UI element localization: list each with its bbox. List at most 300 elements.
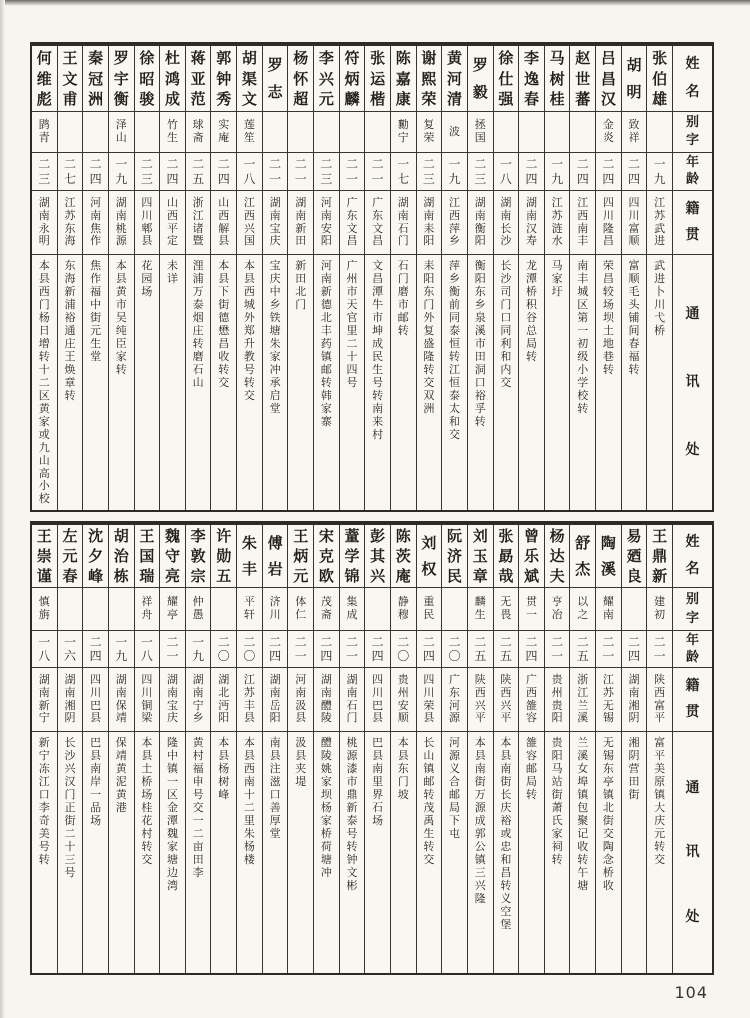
name-cell: 杨 达 夫 (545, 525, 570, 588)
age-cell: 二 一 (340, 631, 365, 668)
address-cell: 新 宁 冻 江 口 李 奇 美 号 转 (38, 736, 50, 866)
age-cell: 一 九 (109, 153, 134, 191)
directory-entry-column (569, 525, 595, 973)
name-cell: 曾 乐 斌 (519, 525, 544, 588)
name-cell: 王 文 甫 (58, 46, 83, 112)
directory-entry-column (646, 46, 672, 510)
age-cell: 二 一 (647, 631, 672, 668)
alias-cell (83, 112, 108, 153)
native-place-cell: 广 东 文 昌 (365, 191, 390, 255)
age-cell: 二 〇 (237, 631, 262, 668)
alias-cell: 波 (442, 112, 467, 153)
native-place-cell: 四 川 隆 昌 (596, 191, 621, 255)
address-cell: 广 州 市 天 官 里 二 十 四 号 (346, 259, 358, 389)
address-cell: 本 县 东 门 坡 (397, 736, 409, 801)
native-place-cell: 河 南 汲 县 (288, 668, 313, 732)
alias-cell (519, 112, 544, 153)
name-cell: 杜 鸿 成 (160, 46, 185, 112)
address-cell: 本 县 南 街 长 庆 裕 或 忠 和 昌 转 义 空 堡 (500, 736, 512, 931)
address-cell: 本 县 杨 树 峰 (218, 736, 230, 801)
alias-cell: 鹍 青 (32, 112, 57, 153)
native-place-cell: 河 南 焦 作 (83, 191, 108, 255)
directory-entry-column (134, 525, 160, 973)
name-cell: 胡 明 (622, 46, 647, 112)
alias-cell (442, 588, 467, 631)
age-cell: 一 九 (109, 631, 134, 668)
name-cell: 徐 仕 强 (494, 46, 519, 112)
alias-cell (135, 112, 160, 153)
address-cell: 河 南 新 德 北 丰 药 镇 邮 转 韩 家 寨 (320, 259, 332, 428)
native-place-cell: 湖 南 湘 阴 (58, 668, 83, 732)
directory-entry-column (287, 46, 313, 510)
directory-entry-column (210, 46, 236, 510)
age-cell: 二 五 (494, 631, 519, 668)
directory-entry-column (595, 46, 621, 510)
directory-entry-column (518, 525, 544, 973)
name-cell: 郭 钟 秀 (211, 46, 236, 112)
alias-cell: 重 民 (417, 588, 442, 631)
native-place-cell: 江 西 萍 乡 (442, 191, 467, 255)
address-cell: 花 园 场 (141, 259, 153, 298)
age-cell: 二 五 (186, 153, 211, 191)
alias-cell (58, 112, 83, 153)
alias-cell: 静 穆 (391, 588, 416, 631)
native-place-cell: 湖 南 湘 阴 (622, 668, 647, 732)
name-cell: 李 逸 春 (519, 46, 544, 112)
directory-entry-column (621, 46, 647, 510)
age-cell: 二 四 (622, 631, 647, 668)
age-cell: 一 六 (58, 631, 83, 668)
address-cell: 南 县 注 滋 口 善 厚 堂 (269, 736, 281, 840)
age-cell: 二 四 (596, 153, 621, 191)
header-address: 通 讯 处 (685, 779, 700, 925)
directory-entry-column (159, 46, 185, 510)
age-cell: 二 四 (211, 153, 236, 191)
alias-cell: 麟 生 (468, 588, 493, 631)
name-cell: 朱 丰 (237, 525, 262, 588)
alias-cell: 泽 山 (109, 112, 134, 153)
age-cell: 二 一 (160, 631, 185, 668)
directory-entry-column (82, 46, 108, 510)
native-place-cell: 湖 南 宝 庆 (263, 191, 288, 255)
alias-cell (109, 588, 134, 631)
directory-entry-column (236, 46, 262, 510)
native-place-cell: 湖 南 石 门 (391, 191, 416, 255)
name-cell: 傅 岩 (263, 525, 288, 588)
name-cell: 王 崇 谨 (32, 525, 57, 588)
address-cell: 长 山 镇 邮 转 茂 禹 生 转 交 (423, 736, 435, 866)
name-cell: 罗 宇 衡 (109, 46, 134, 112)
alias-cell: 耀 亭 (160, 588, 185, 631)
native-place-cell: 四 川 郫 县 (135, 191, 160, 255)
name-cell: 王 国 瑞 (135, 525, 160, 588)
name-cell: 王 鼎 新 (647, 525, 672, 588)
directory-entry-column (544, 525, 570, 973)
age-cell: 二 一 (365, 153, 390, 191)
native-place-cell: 陕 西 兴 平 (494, 668, 519, 732)
address-cell: 富 平 美 原 镇 大 庆 元 转 交 (654, 736, 666, 866)
alias-cell (545, 112, 570, 153)
alias-cell: 竹 生 (160, 112, 185, 153)
directory-entry-column (339, 525, 365, 973)
directory-entry-column (621, 525, 647, 973)
address-cell: 贵 阳 马 站 街 萧 氏 家 祠 转 (551, 736, 563, 866)
age-cell: 二 〇 (211, 631, 236, 668)
native-place-cell: 湖 南 岳 阳 (263, 668, 288, 732)
age-cell: 二 四 (519, 153, 544, 191)
directory-entry-column (82, 525, 108, 973)
address-cell: 新 田 北 门 (295, 259, 307, 311)
directory-entry-column (364, 46, 390, 510)
directory-entry-column (32, 525, 57, 973)
address-cell: 本 县 黄 市 吴 纯 臣 家 转 (115, 259, 127, 376)
name-cell: 徐 昭 骏 (135, 46, 160, 112)
name-cell: 宋 克 欧 (314, 525, 339, 588)
age-cell: 二 一 (545, 631, 570, 668)
directory-entry-column (467, 46, 493, 510)
directory-entry-column (236, 525, 262, 973)
directory-entry-column (287, 525, 313, 973)
address-cell: 巴 县 南 岸 一 品 场 (90, 736, 102, 827)
directory-entry-column (518, 46, 544, 510)
directory-entry-column (313, 525, 339, 973)
directory-entry-column (32, 46, 57, 510)
age-cell: 二 三 (314, 153, 339, 191)
native-place-cell: 湖 南 汉 寿 (519, 191, 544, 255)
age-cell: 二 四 (160, 153, 185, 191)
address-cell: 桃 源 漆 市 鼎 新 泰 号 转 钟 文 彬 (346, 736, 358, 892)
name-cell: 赵 世 蕃 (570, 46, 595, 112)
age-cell: 二 四 (314, 631, 339, 668)
alias-cell: 集 成 (340, 588, 365, 631)
native-place-cell: 山 西 解 县 (211, 191, 236, 255)
native-place-cell: 湖 北 沔 阳 (211, 668, 236, 732)
age-cell: 二 三 (32, 153, 57, 191)
age-cell: 二 五 (468, 631, 493, 668)
age-cell: 二 四 (570, 153, 595, 191)
header-column (672, 525, 712, 973)
name-cell: 陶 溪 (596, 525, 621, 588)
directory-entry-column (493, 525, 519, 973)
address-cell: 隆 中 镇 一 区 金 潭 魏 家 塘 边 湾 (167, 736, 178, 892)
name-cell: 许 勋 五 (211, 525, 236, 588)
name-cell: 符 炳 麟 (340, 46, 365, 112)
native-place-cell: 贵 州 贵 阳 (545, 668, 570, 732)
native-place-cell: 河 南 安 阳 (314, 191, 339, 255)
name-cell: 谢 熙 荣 (417, 46, 442, 112)
directory-entry-column (108, 525, 134, 973)
alias-cell (494, 112, 519, 153)
age-cell: 二 五 (570, 631, 595, 668)
scan-edge-top (0, 0, 750, 6)
name-cell: 刘 玉 章 (468, 525, 493, 588)
directory-entry-column (467, 525, 493, 973)
address-cell: 保 靖 黄 泥 黄 港 (115, 736, 127, 814)
directory-entry-column (185, 46, 211, 510)
alias-cell: 金 炎 (596, 112, 621, 153)
directory-entry-column (134, 46, 160, 510)
age-cell: 一 九 (545, 153, 570, 191)
age-cell: 一 八 (135, 631, 160, 668)
name-cell: 张 运 楷 (365, 46, 390, 112)
directory-entry-column (210, 525, 236, 973)
address-cell: 黄 村 福 申 号 交 一 二 亩 田 李 (192, 736, 204, 879)
alias-cell: 致 祥 (622, 112, 647, 153)
alias-cell: 建 初 (647, 588, 672, 631)
address-cell: 河 源 义 合 邮 局 下 屯 (449, 736, 461, 840)
name-cell: 彭 其 兴 (365, 525, 390, 588)
age-cell: 二 三 (417, 153, 442, 191)
address-cell: 衡 阳 东 乡 泉 溪 市 田 洞 口 裕 孚 转 (474, 259, 486, 428)
age-cell: 二 四 (417, 631, 442, 668)
name-cell: 罗 毅 (468, 46, 493, 112)
native-place-cell: 江 苏 东 海 (58, 191, 83, 255)
name-cell: 黄 河 清 (442, 46, 467, 112)
age-cell: 一 八 (237, 153, 262, 191)
name-cell: 易 廼 良 (622, 525, 647, 588)
directory-entry-column (441, 525, 467, 973)
name-cell: 马 树 桂 (545, 46, 570, 112)
address-cell: 本 县 下 街 德 懋 昌 收 转 交 (218, 259, 230, 389)
alias-cell (211, 588, 236, 631)
directory-entry-column (262, 525, 288, 973)
directory-entry-column (159, 525, 185, 973)
alias-cell: 无 畏 (494, 588, 519, 631)
age-cell: 一 八 (494, 153, 519, 191)
native-place-cell: 四 川 富 顺 (622, 191, 647, 255)
alias-cell: 以 之 (570, 588, 595, 631)
name-cell: 张 勗 哉 (494, 525, 519, 588)
native-place-cell: 湖 南 新 田 (288, 191, 313, 255)
native-place-cell: 江 苏 无 锡 (596, 668, 621, 732)
name-cell: 蒋 亚 范 (186, 46, 211, 112)
address-cell: 湘 阴 营 田 街 (628, 736, 640, 801)
address-cell: 龙 潭 桥 积 谷 总 局 转 (525, 259, 537, 363)
alias-cell: 球 斋 (186, 112, 211, 153)
age-cell: 二 四 (365, 631, 390, 668)
name-cell: 陈 茨 庵 (391, 525, 416, 588)
age-cell: 一 八 (32, 631, 57, 668)
directory-entry-column (416, 525, 442, 973)
address-cell: 浬 浦 万 泰 烟 庄 转 磨 石 山 (192, 259, 204, 389)
age-cell: 二 三 (135, 153, 160, 191)
directory-entry-column (595, 525, 621, 973)
address-cell: 萍 乡 衡 前 同 泰 恒 转 江 恒 泰 太 和 交 (449, 259, 461, 441)
address-cell: 兰 溪 女 埠 镇 包 聚 记 收 转 午 塘 (577, 736, 589, 892)
directory-entry-column (416, 46, 442, 510)
alias-cell: 勷 宁 (391, 112, 416, 153)
name-cell: 胡 渠 文 (237, 46, 262, 112)
alias-cell (58, 588, 83, 631)
native-place-cell: 四 川 荣 县 (417, 668, 442, 732)
address-cell: 长 沙 司 门 口 同 利 和 内 交 (500, 259, 512, 389)
native-place-cell: 陕 西 富 平 (647, 668, 672, 732)
directory-entry-column (313, 46, 339, 510)
alias-cell (288, 112, 313, 153)
directory-entry-column (185, 525, 211, 973)
address-cell: 无 锡 东 亭 镇 北 街 交 陶 念 桥 收 (602, 736, 614, 892)
native-place-cell: 江 苏 武 进 (647, 191, 672, 255)
native-place-cell: 湖 南 衡 阳 (468, 191, 493, 255)
directory-entry-column (364, 525, 390, 973)
scan-edge-left (0, 0, 5, 1018)
native-place-cell: 湖 南 耒 阳 (417, 191, 442, 255)
name-cell: 胡 治 栋 (109, 525, 134, 588)
native-place-cell: 湖 南 醴 陵 (314, 668, 339, 732)
age-cell: 二 一 (288, 153, 313, 191)
name-cell: 何 维 彪 (32, 46, 57, 112)
native-place-cell: 江 西 兴 国 (237, 191, 262, 255)
address-cell: 石 门 磨 市 邮 转 (397, 259, 409, 337)
age-cell: 一 九 (647, 153, 672, 191)
address-cell: 醴 陵 姚 家 坝 杨 家 桥 荷 塘 冲 (320, 736, 332, 879)
native-place-cell: 四 川 巴 县 (83, 668, 108, 732)
address-cell: 本 县 西 门 杨 日 增 转 十 二 区 黄 家 或 九 山 高 小 校 (38, 259, 50, 506)
native-place-cell: 湖 南 桃 源 (109, 191, 134, 255)
address-cell: 南 丰 城 区 第 一 初 级 小 学 校 转 (577, 259, 589, 415)
name-cell: 左 元 春 (58, 525, 83, 588)
age-cell: 一 七 (391, 153, 416, 191)
alias-cell: 茂 斋 (314, 588, 339, 631)
directory-entry-column (57, 525, 83, 973)
address-cell: 富 顺 毛 头 铺 间 春 福 转 (628, 259, 640, 376)
native-place-cell: 贵 州 安 顺 (391, 668, 416, 732)
alias-cell: 祥 舟 (135, 588, 160, 631)
header-native-place: 籍 贯 (673, 191, 712, 255)
alias-cell: 贯 一 (519, 588, 544, 631)
directory-table-bottom (30, 521, 714, 975)
alias-cell: 亨 冶 (545, 588, 570, 631)
native-place-cell: 江 苏 丰 县 (237, 668, 262, 732)
name-cell: 罗 志 (263, 46, 288, 112)
alias-cell: 平 轩 (237, 588, 262, 631)
age-cell: 二 四 (83, 631, 108, 668)
age-cell: 二 四 (622, 153, 647, 191)
name-cell: 李 敦 宗 (186, 525, 211, 588)
directory-entry-column (108, 46, 134, 510)
directory-entry-column (544, 46, 570, 510)
header-native-place: 籍 贯 (673, 668, 712, 732)
directory-entry-column (569, 46, 595, 510)
native-place-cell: 广 东 河 源 (442, 668, 467, 732)
native-place-cell: 湖 南 宝 庆 (160, 668, 185, 732)
name-cell: 蕫 学 锦 (340, 525, 365, 588)
alias-cell (314, 112, 339, 153)
name-cell: 舒 杰 (570, 525, 595, 588)
alias-cell (570, 112, 595, 153)
age-cell: 一 九 (186, 631, 211, 668)
age-cell: 二 一 (596, 631, 621, 668)
alias-cell (365, 112, 390, 153)
alias-cell: 体 仁 (288, 588, 313, 631)
native-place-cell: 四 川 巴 县 (365, 668, 390, 732)
name-cell: 刘 权 (417, 525, 442, 588)
native-place-cell: 广 东 文 昌 (340, 191, 365, 255)
directory-entry-column (390, 46, 416, 510)
address-cell: 文 昌 潭 牛 市 坤 成 民 生 号 转 南 来 村 (372, 259, 384, 441)
directory-entry-column (57, 46, 83, 510)
directory-entry-column (262, 46, 288, 510)
header-address: 通 讯 处 (685, 306, 700, 459)
name-cell: 王 炳 元 (288, 525, 313, 588)
address-cell: 焦 作 福 中 街 元 生 堂 (90, 259, 102, 363)
name-cell: 吕 昌 汉 (596, 46, 621, 112)
header-alias: 别 字 (673, 112, 712, 153)
native-place-cell: 四 川 铜 梁 (135, 668, 160, 732)
directory-entry-column (339, 46, 365, 510)
native-place-cell: 湖 南 宁 乡 (186, 668, 211, 732)
native-place-cell: 山 西 平 定 (160, 191, 185, 255)
address-cell: 未 详 (167, 259, 178, 285)
alias-cell (365, 588, 390, 631)
directory-entry-column (493, 46, 519, 510)
alias-cell (263, 112, 288, 153)
alias-cell: 实 庵 (211, 112, 236, 153)
header-age: 年 龄 (673, 153, 712, 191)
native-place-cell: 湖 南 长 沙 (494, 191, 519, 255)
alias-cell (340, 112, 365, 153)
native-place-cell: 江 苏 涟 水 (545, 191, 570, 255)
age-cell: 二 三 (468, 153, 493, 191)
address-cell: 武 进 卜 川 弋 桥 (654, 259, 666, 337)
alias-cell (83, 588, 108, 631)
address-cell: 本 县 土 桥 场 桂 花 村 转 交 (141, 736, 153, 866)
age-cell: 二 四 (83, 153, 108, 191)
header-alias: 别 字 (673, 588, 712, 631)
name-cell: 秦 冠 洲 (83, 46, 108, 112)
age-cell: 二 四 (519, 631, 544, 668)
native-place-cell: 湖 南 新 宁 (32, 668, 57, 732)
name-cell: 沈 夕 峰 (83, 525, 108, 588)
native-place-cell: 湖 南 石 门 (340, 668, 365, 732)
name-cell: 李 兴 元 (314, 46, 339, 112)
address-cell: 荣 昌 较 场 坝 土 地 巷 转 (602, 259, 614, 376)
age-cell: 二 一 (340, 153, 365, 191)
age-cell: 二 一 (263, 153, 288, 191)
address-cell: 巴 县 南 里 界 石 场 (372, 736, 384, 827)
native-place-cell: 浙 江 兰 溪 (570, 668, 595, 732)
address-cell: 本 县 西 城 外 郑 升 教 号 转 交 (243, 259, 255, 402)
alias-cell: 慎 旃 (32, 588, 57, 631)
address-cell: 本 县 南 街 万 源 成 郭 公 镇 三 兴 隆 (474, 736, 486, 905)
address-cell: 本 县 西 南 十 二 里 朱 杨 楼 (243, 736, 255, 866)
address-cell: 宝 庆 中 乡 铁 塘 朱 家 冲 承 启 堂 (269, 259, 281, 415)
header-name: 姓 名 (673, 525, 712, 588)
address-cell: 马 家 圩 (551, 259, 563, 298)
address-cell: 雒 容 邮 局 转 (525, 736, 537, 801)
directory-entry-column (646, 525, 672, 973)
alias-cell: 复 荣 (417, 112, 442, 153)
name-cell: 魏 守 亮 (160, 525, 185, 588)
age-cell: 二 〇 (442, 631, 467, 668)
alias-cell (647, 112, 672, 153)
native-place-cell: 湖 南 永 明 (32, 191, 57, 255)
native-place-cell: 浙 江 诸 暨 (186, 191, 211, 255)
age-cell: 二 七 (58, 153, 83, 191)
name-cell: 阮 济 民 (442, 525, 467, 588)
directory-entry-column (441, 46, 467, 510)
header-column (672, 46, 712, 510)
header-name: 姓 名 (673, 46, 712, 112)
name-cell: 张 伯 雄 (647, 46, 672, 112)
native-place-cell: 陕 西 兴 平 (468, 668, 493, 732)
native-place-cell: 湖 南 保 靖 (109, 668, 134, 732)
age-cell: 二 〇 (391, 631, 416, 668)
name-cell: 陈 嘉 康 (391, 46, 416, 112)
native-place-cell: 江 西 南 丰 (570, 191, 595, 255)
age-cell: 二 一 (288, 631, 313, 668)
address-cell: 汲 县 夹 堤 (295, 736, 307, 788)
